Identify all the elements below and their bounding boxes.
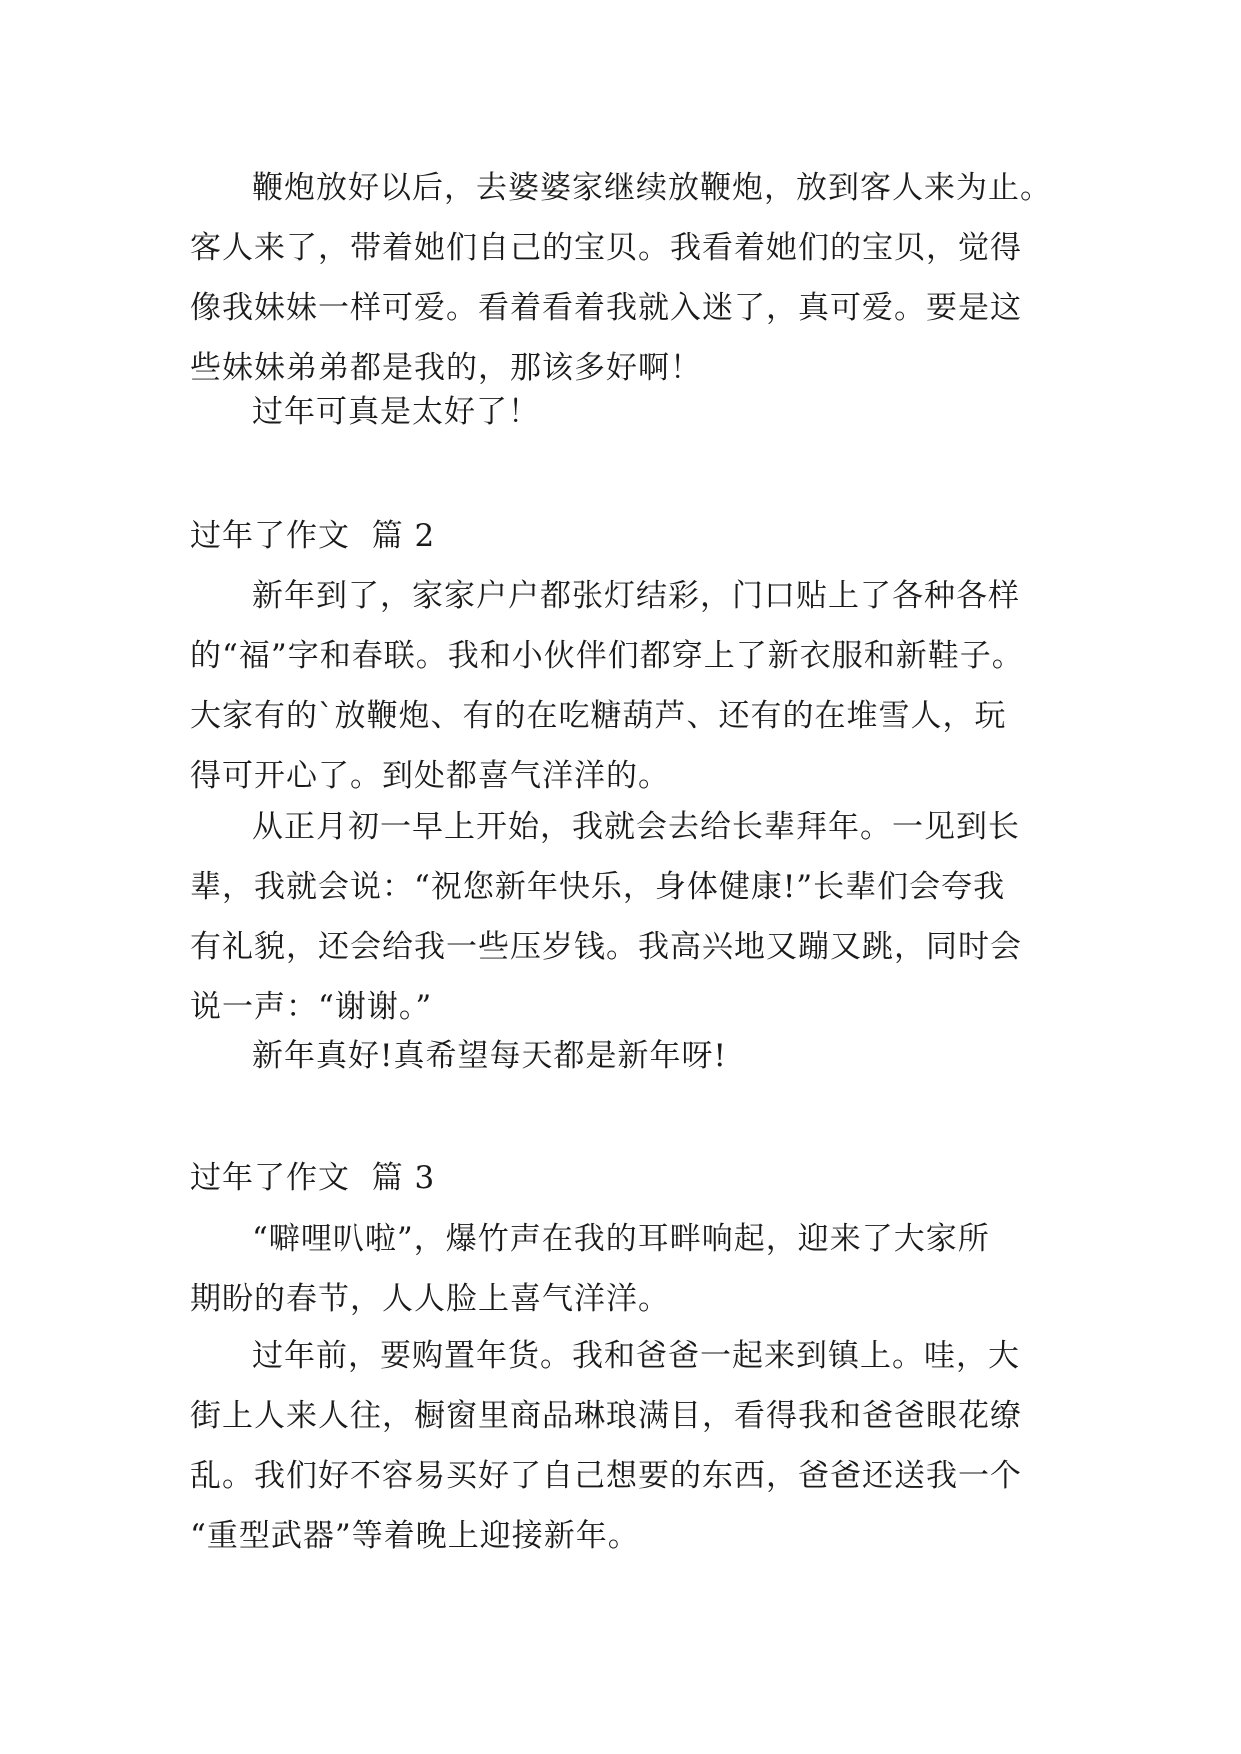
section2-heading [190, 506, 1050, 566]
text-line: 像我妹妹一样可爱。看着看着我就入迷了，真可爱。要是这 [190, 290, 1022, 326]
text-line: 新年真好!真希望每天都是新年呀! [252, 1038, 727, 1074]
section-heading: 过年了作文 篇 2 [190, 518, 436, 554]
text-line: 乱。我们好不容易买好了自己想要的东西，爸爸还送我一个 [190, 1458, 1022, 1494]
section2-paragraph-2 [190, 797, 1050, 1037]
section-heading: 过年了作文 篇 3 [190, 1160, 436, 1196]
text-line: 街上人来人往，橱窗里商品琳琅满目，看得我和爸爸眼花缭 [190, 1398, 1022, 1434]
text-line: 得可开心了。到处都喜气洋洋的。 [190, 758, 670, 794]
section1-paragraph-2 [190, 382, 1050, 442]
text-line: 辈，我就会说：“祝您新年快乐，身体健康!”长辈们会夸我 [190, 869, 1006, 905]
text-line: 说一声：“谢谢。” [190, 989, 433, 1025]
text-line: 过年前，要购置年货。我和爸爸一起来到镇上。哇，大 [252, 1338, 1020, 1374]
section1-paragraph-1 [190, 158, 1050, 398]
text-line: 些妹妹弟弟都是我的，那该多好啊！ [190, 350, 702, 386]
text-line: 期盼的春节，人人脸上喜气洋洋。 [190, 1281, 670, 1317]
text-line: 有礼貌，还会给我一些压岁钱。我高兴地又蹦又跳，同时会 [190, 929, 1022, 965]
text-line: 从正月初一早上开始，我就会去给长辈拜年。一见到长 [252, 809, 1020, 845]
section2-paragraph-1 [190, 566, 1050, 806]
text-line: 过年可真是太好了！ [252, 394, 540, 430]
section2-paragraph-3 [190, 1026, 1050, 1086]
text-line: “噼哩叭啦”，爆竹声在我的耳畔响起，迎来了大家所 [252, 1221, 990, 1257]
text-line: 新年到了，家家户户都张灯结彩，门口贴上了各种各样 [252, 578, 1020, 614]
text-line: 的“福”字和春联。我和小伙伴们都穿上了新衣服和新鞋子。 [190, 638, 1024, 674]
text-line: 鞭炮放好以后，去婆婆家继续放鞭炮，放到客人来为止。 [252, 170, 1052, 206]
text-line: “重型武器”等着晚上迎接新年。 [190, 1518, 640, 1554]
section3-heading [190, 1148, 1050, 1208]
section3-paragraph-1 [190, 1209, 1050, 1329]
text-line: 大家有的`放鞭炮、有的在吃糖葫芦、还有的在堆雪人，玩 [190, 698, 1007, 734]
section3-paragraph-2 [190, 1326, 1050, 1566]
text-line: 客人来了，带着她们自己的宝贝。我看着她们的宝贝，觉得 [190, 230, 1022, 266]
